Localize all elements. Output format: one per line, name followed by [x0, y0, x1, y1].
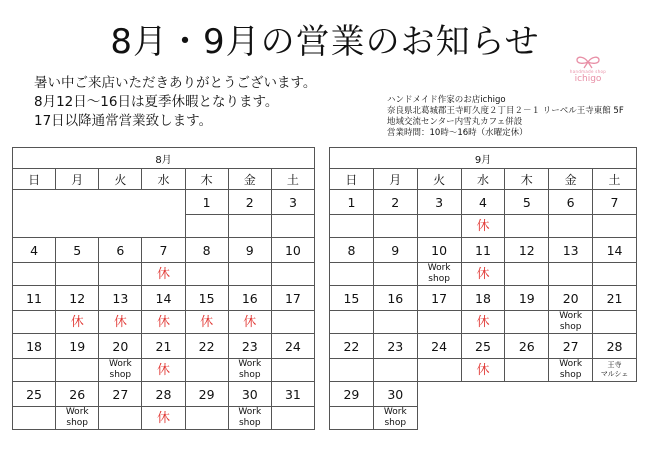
august-calendar — [12, 147, 315, 430]
day-number: 11 — [13, 286, 56, 311]
note-cell — [417, 311, 461, 334]
weekday-header: 日 — [330, 169, 374, 190]
note-cell — [271, 359, 314, 382]
day-number: 6 — [549, 190, 593, 215]
shop-info — [387, 95, 624, 139]
note-cell — [99, 407, 142, 430]
weekday-header: 金 — [549, 169, 593, 190]
day-number: 25 — [461, 334, 505, 359]
shop-info-line: 営業時間：10時〜16時（水曜定休） — [387, 128, 528, 138]
day-number: 17 — [417, 286, 461, 311]
day-number: 7 — [142, 238, 185, 263]
day-number: 6 — [99, 238, 142, 263]
day-number: 3 — [417, 190, 461, 215]
note-cell — [417, 359, 461, 382]
day-number: 24 — [271, 334, 314, 359]
note-cell — [271, 311, 314, 334]
day-number: 27 — [549, 334, 593, 359]
note-cell — [330, 407, 374, 430]
logo-name: ichigo — [574, 74, 602, 84]
day-number: 1 — [185, 190, 228, 215]
day-number: 20 — [99, 334, 142, 359]
day-number: 1 — [330, 190, 374, 215]
event-note: Work shop — [373, 407, 417, 430]
event-note: 王寺 マルシェ — [593, 359, 637, 382]
ribbon-icon — [573, 55, 603, 69]
day-number: 15 — [185, 286, 228, 311]
day-number: 2 — [228, 190, 271, 215]
event-note: Work shop — [228, 359, 271, 382]
closed-mark: 休 — [461, 311, 505, 334]
day-number: 4 — [461, 190, 505, 215]
day-number: 8 — [330, 238, 374, 263]
day-number: 25 — [13, 382, 56, 407]
note-cell — [593, 263, 637, 286]
day-number: 9 — [373, 238, 417, 263]
day-number: 8 — [185, 238, 228, 263]
note-cell — [271, 215, 314, 238]
note-cell — [373, 215, 417, 238]
event-note: Work shop — [549, 359, 593, 382]
note-cell — [56, 263, 99, 286]
closed-mark: 休 — [142, 359, 185, 382]
note-cell — [228, 215, 271, 238]
closed-mark: 休 — [185, 311, 228, 334]
day-number: 24 — [417, 334, 461, 359]
day-number: 28 — [593, 334, 637, 359]
day-number: 30 — [373, 382, 417, 407]
note-cell — [373, 311, 417, 334]
note-cell — [505, 215, 549, 238]
note-cell — [185, 407, 228, 430]
note-cell — [549, 263, 593, 286]
day-number: 19 — [505, 286, 549, 311]
note-cell — [330, 359, 374, 382]
day-number: 16 — [373, 286, 417, 311]
closed-mark: 休 — [142, 407, 185, 430]
note-cell — [417, 215, 461, 238]
day-number: 19 — [56, 334, 99, 359]
note-cell — [373, 359, 417, 382]
day-number: 9 — [228, 238, 271, 263]
event-note: Work shop — [228, 407, 271, 430]
closed-mark: 休 — [228, 311, 271, 334]
day-number: 29 — [330, 382, 374, 407]
day-number: 20 — [549, 286, 593, 311]
closed-mark: 休 — [142, 311, 185, 334]
event-note: Work shop — [56, 407, 99, 430]
note-cell — [271, 263, 314, 286]
day-number: 22 — [185, 334, 228, 359]
day-number: 31 — [271, 382, 314, 407]
note-cell — [505, 263, 549, 286]
weekday-header: 火 — [99, 169, 142, 190]
day-number: 10 — [417, 238, 461, 263]
shop-info-line: 奈良県北葛城郡王寺町久度２丁目２－１ リーベル王寺東館 5F — [387, 106, 624, 116]
day-number: 12 — [56, 286, 99, 311]
weekday-header: 水 — [461, 169, 505, 190]
note-cell — [185, 263, 228, 286]
day-number: 3 — [271, 190, 314, 215]
weekday-header: 木 — [505, 169, 549, 190]
notice-line: 17日以降通常営業致します。 — [34, 113, 213, 129]
shop-logo — [566, 55, 610, 84]
note-cell — [505, 359, 549, 382]
empty-cell — [13, 190, 186, 238]
note-cell — [13, 407, 56, 430]
closed-mark: 休 — [99, 311, 142, 334]
day-number: 29 — [185, 382, 228, 407]
day-number: 22 — [330, 334, 374, 359]
september-calendar — [329, 147, 637, 430]
closed-mark: 休 — [461, 215, 505, 238]
day-number: 26 — [505, 334, 549, 359]
closed-mark: 休 — [142, 263, 185, 286]
day-number: 10 — [271, 238, 314, 263]
note-cell — [185, 359, 228, 382]
weekday-header: 日 — [13, 169, 56, 190]
day-number: 14 — [593, 238, 637, 263]
note-cell — [373, 263, 417, 286]
note-cell — [271, 407, 314, 430]
shop-info-line: 地域交流センター内雪丸カフェ併設 — [387, 117, 523, 127]
day-number: 7 — [593, 190, 637, 215]
day-number: 23 — [228, 334, 271, 359]
month-caption: 8月 — [13, 148, 315, 169]
weekday-header: 金 — [228, 169, 271, 190]
note-cell — [13, 359, 56, 382]
note-cell — [13, 263, 56, 286]
day-number: 2 — [373, 190, 417, 215]
day-number: 18 — [461, 286, 505, 311]
closed-mark: 休 — [461, 359, 505, 382]
day-number: 26 — [56, 382, 99, 407]
notice-line: 暑い中ご来店いただきありがとうございます。 — [34, 75, 317, 91]
weekday-header: 火 — [417, 169, 461, 190]
day-number: 30 — [228, 382, 271, 407]
notice-message — [34, 74, 316, 131]
month-caption: 9月 — [330, 148, 637, 169]
day-number: 5 — [56, 238, 99, 263]
day-number: 13 — [549, 238, 593, 263]
day-number: 27 — [99, 382, 142, 407]
day-number: 21 — [593, 286, 637, 311]
day-number: 13 — [99, 286, 142, 311]
shop-info-line: ハンドメイド作家のお店ichigo — [387, 95, 506, 105]
day-number: 28 — [142, 382, 185, 407]
day-number: 17 — [271, 286, 314, 311]
closed-mark: 休 — [56, 311, 99, 334]
closed-mark: 休 — [461, 263, 505, 286]
event-note: Work shop — [99, 359, 142, 382]
event-note: Work shop — [417, 263, 461, 286]
event-note: Work shop — [549, 311, 593, 334]
weekday-header: 土 — [271, 169, 314, 190]
note-cell — [330, 215, 374, 238]
day-number: 21 — [142, 334, 185, 359]
weekday-header: 月 — [373, 169, 417, 190]
weekday-header: 月 — [56, 169, 99, 190]
weekday-header: 水 — [142, 169, 185, 190]
weekday-header: 土 — [593, 169, 637, 190]
notice-line: 8月12日〜16日は夏季休暇となります。 — [34, 94, 279, 110]
note-cell — [330, 311, 374, 334]
day-number: 5 — [505, 190, 549, 215]
day-number: 15 — [330, 286, 374, 311]
day-number: 4 — [13, 238, 56, 263]
logo-subtitle: handmade shop — [569, 69, 607, 74]
day-number: 11 — [461, 238, 505, 263]
day-number: 23 — [373, 334, 417, 359]
note-cell — [330, 263, 374, 286]
note-cell — [185, 215, 228, 238]
day-number: 14 — [142, 286, 185, 311]
note-cell — [13, 311, 56, 334]
day-number: 12 — [505, 238, 549, 263]
note-cell — [593, 215, 637, 238]
note-cell — [56, 359, 99, 382]
note-cell — [99, 263, 142, 286]
day-number: 18 — [13, 334, 56, 359]
note-cell — [549, 215, 593, 238]
note-cell — [505, 311, 549, 334]
note-cell — [228, 263, 271, 286]
weekday-header: 木 — [185, 169, 228, 190]
day-number: 16 — [228, 286, 271, 311]
note-cell — [593, 311, 637, 334]
page-title: 8月・9月の営業のお知らせ — [110, 22, 540, 62]
